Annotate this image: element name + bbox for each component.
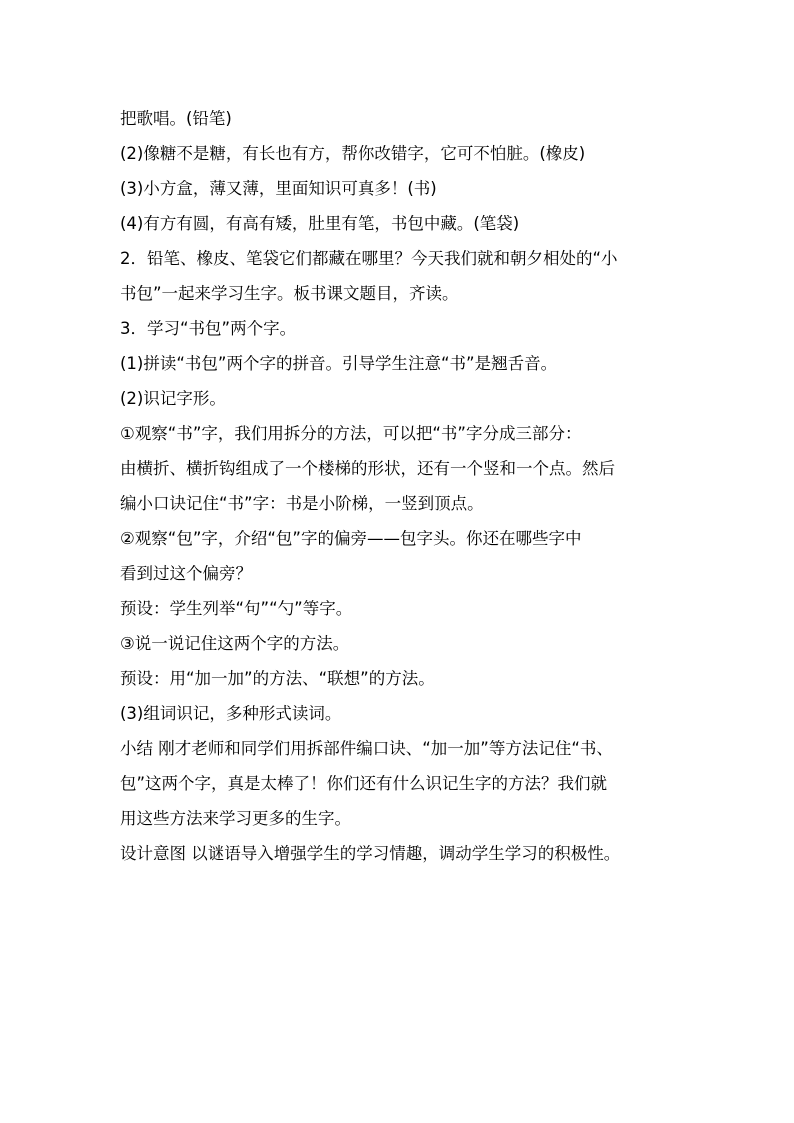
text-line: 小结 刚才老师和同学们用拆部件编口诀、“加一加”等方法记住“书、: [120, 739, 613, 758]
text-line: (2)识记字形。: [120, 389, 226, 408]
text-line: 编小口诀记住“书”字：书是小阶梯，一竖到顶点。: [120, 494, 484, 513]
document-body: [120, 101, 680, 871]
text-line: 预设：用“加一加”的方法、“联想”的方法。: [120, 669, 435, 688]
text-line: 设计意图 以谜语导入增强学生的学习情趣，调动学生学习的积极性。: [120, 844, 621, 863]
text-line: 预设：学生列举“句”“勺”等字。: [120, 599, 353, 618]
text-line: 2．铅笔、橡皮、笔袋它们都藏在哪里？今天我们就和朝夕相处的“小: [120, 249, 618, 268]
text-line: 把歌唱。(铅笔): [120, 109, 232, 128]
text-line: 用这些方法来学习更多的生字。: [120, 809, 351, 828]
text-line: 看到过这个偏旁？: [120, 564, 252, 583]
text-line: (3)组词识记，多种形式读词。: [120, 704, 342, 723]
text-line: 由横折、横折钩组成了一个楼梯的形状，还有一个竖和一个点。然后: [120, 459, 615, 478]
text-line: ②观察“包”字，介绍“包”字的偏旁——包字头。你还在哪些字中: [120, 529, 582, 548]
text-line: 3．学习“书包”两个字。: [120, 319, 297, 338]
text-line: (2)像糖不是糖，有长也有方，帮你改错字，它可不怕脏。(橡皮): [120, 144, 586, 163]
text-line: 书包”一起来学习生字。板书课文题目，齐读。: [120, 284, 459, 303]
text-line: (4)有方有圆，有高有矮，肚里有笔，书包中藏。(笔袋): [120, 214, 520, 233]
text-line: ①观察“书”字，我们用拆分的方法，可以把“书”字分成三部分：: [120, 424, 582, 443]
text-line: ③说一说记住这两个字的方法。: [120, 634, 350, 653]
text-line: (1)拼读“书包”两个字的拼音。引导学生注意“书”是翘舌音。: [120, 354, 558, 373]
text-line: (3)小方盒，薄又薄，里面知识可真多！(书): [120, 179, 437, 198]
text-line: 包”这两个字，真是太棒了！你们还有什么识记生字的方法？我们就: [120, 774, 608, 793]
